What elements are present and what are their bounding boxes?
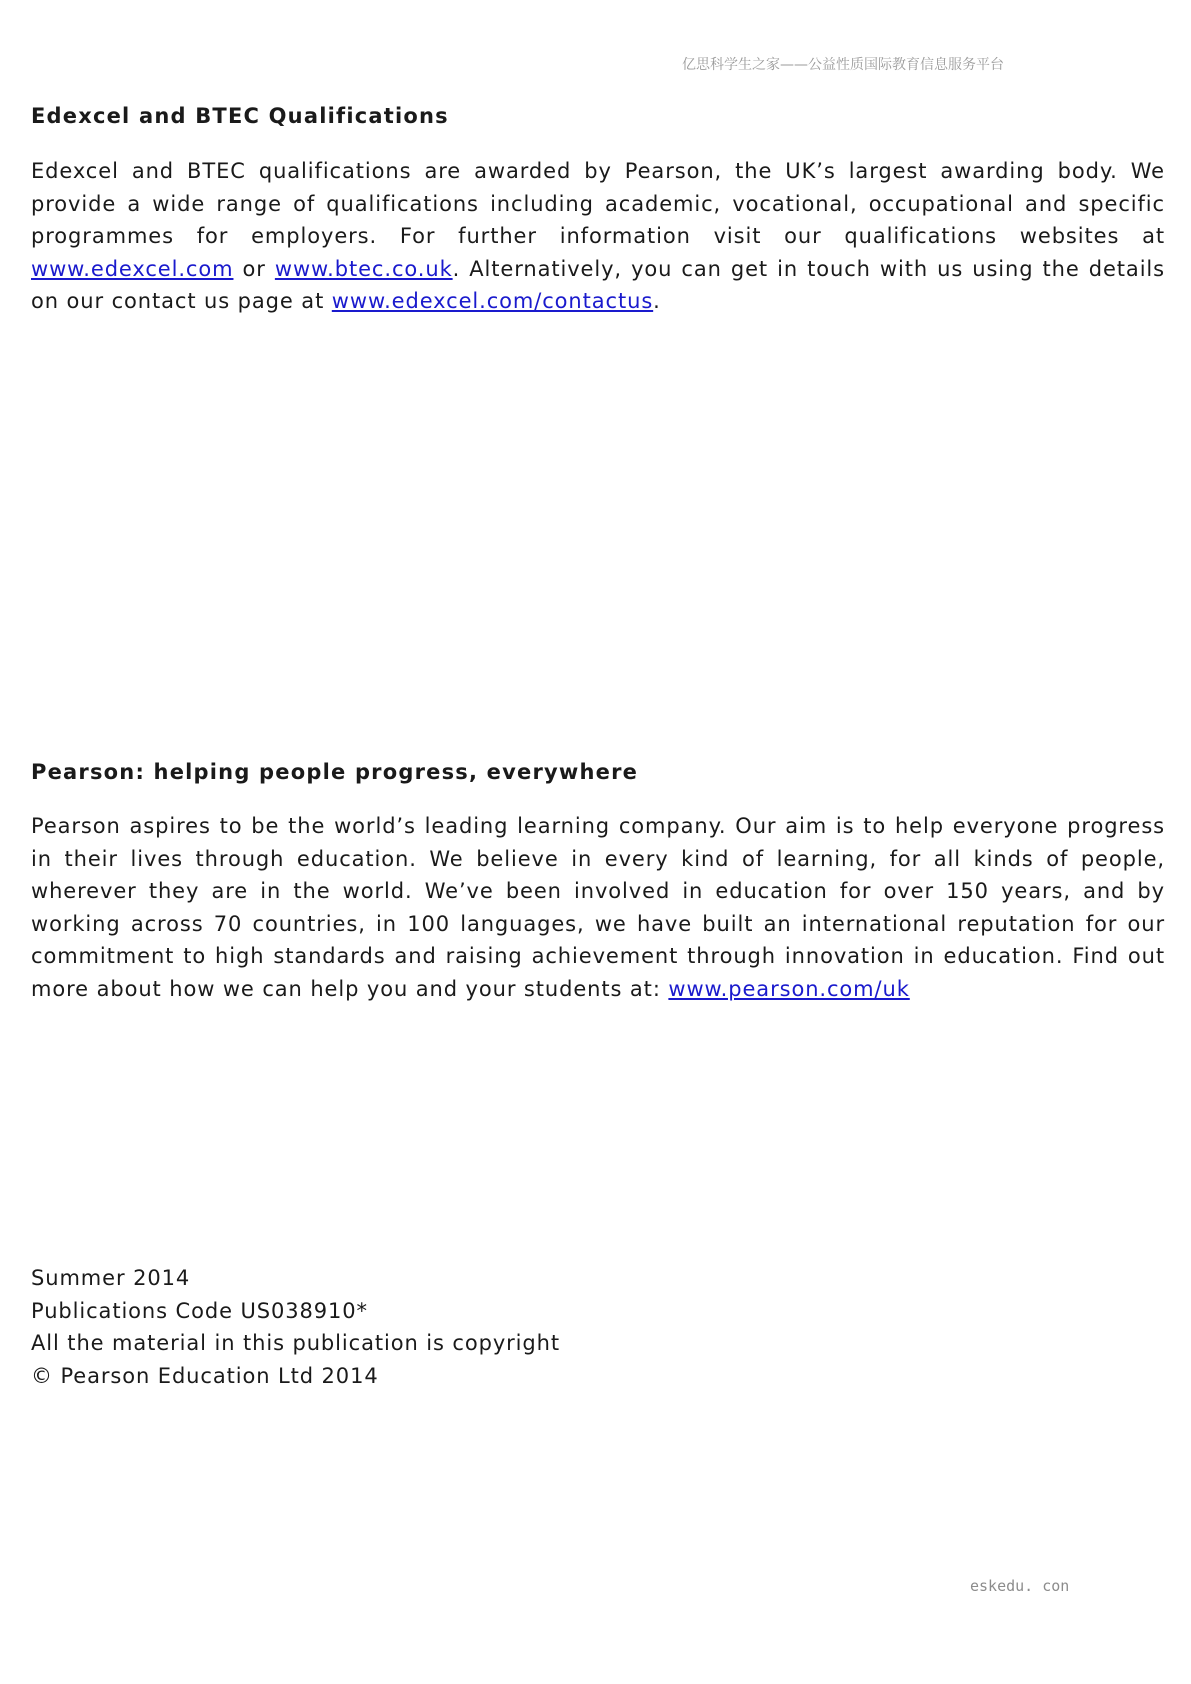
section-heading-edexcel-btec: Edexcel and BTEC Qualifications (31, 104, 449, 128)
paragraph-text: Pearson aspires to be the world’s leading learning company. Our aim is to help everyone progress in their lives through education. We believe in every kind of learning, for all kinds of people, wherever they are in the world. We’ve been involved in education for over 150 years, and by working across 70 countries, in 100 languages, we have built an international reputation for our commitment to high standards and raising achievement through innovation in education. Find out more about how we can help you and your students at: (31, 814, 1165, 1001)
publication-info (31, 1262, 560, 1392)
publication-date: Summer 2014 (31, 1266, 191, 1290)
link-btec[interactable]: www.btec.co.uk (274, 256, 453, 281)
top-watermark: 亿思科学生之家——公益性质国际教育信息服务平台 (682, 57, 1004, 73)
link-contactus[interactable]: www.edexcel.com/contactus (331, 289, 654, 313)
paragraph-text: . Alternatively, you can get in touch with us using the details on our contact us page at (31, 256, 1166, 313)
paragraph-edexcel-btec (31, 155, 1165, 318)
publication-code: Publications Code US038910* (31, 1298, 368, 1323)
paragraph-pearson (31, 810, 1165, 1005)
copyright-notice: All the material in this publication is copyright (31, 1331, 560, 1355)
paragraph-text: . (653, 289, 661, 313)
paragraph-text: or (233, 256, 275, 281)
paragraph-text: Edexcel and BTEC qualifications are awarded by Pearson, the UK’s largest awarding body. We provide a wide range of qualifications including academic, vocational, occupational and specific programmes for employers. For further information visit our qualifications websites at (31, 159, 1165, 248)
copyright-holder: © Pearson Education Ltd 2014 (31, 1363, 379, 1388)
link-edexcel[interactable]: www.edexcel.com (31, 256, 234, 281)
bottom-watermark: eskedu. con (970, 1577, 1070, 1595)
link-pearson[interactable]: www.pearson.com/uk (668, 976, 910, 1001)
section-heading-pearson: Pearson: helping people progress, everywhere (31, 760, 639, 784)
